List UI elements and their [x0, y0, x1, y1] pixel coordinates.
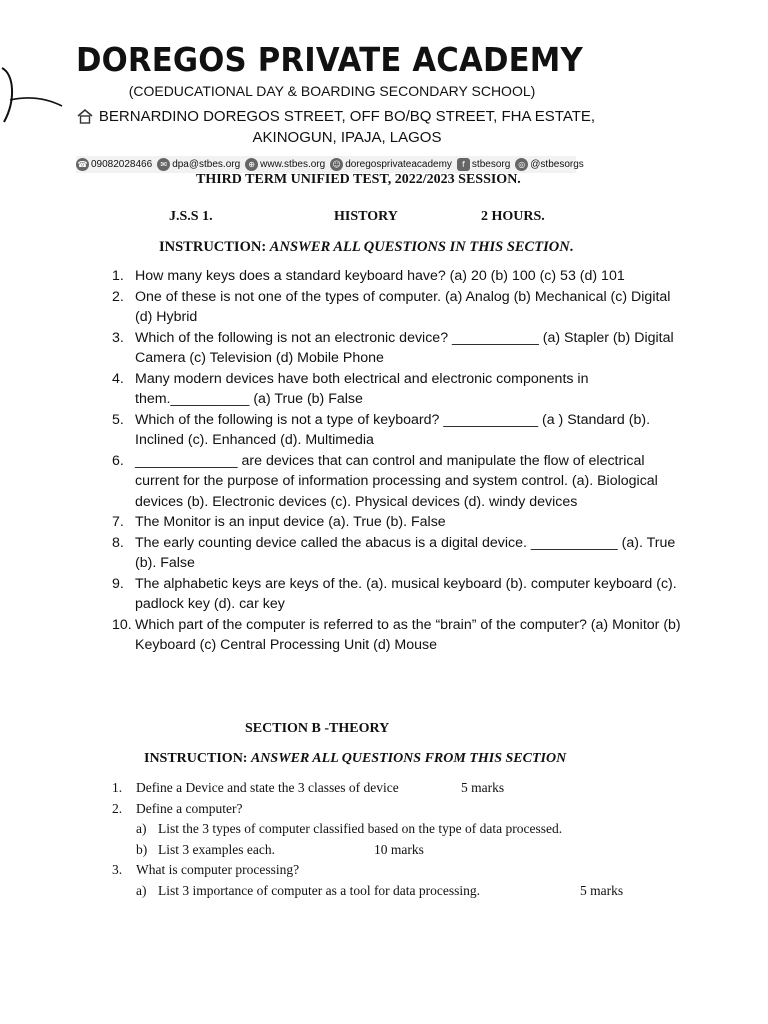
- question-item: [106, 615, 686, 656]
- question-item: [106, 512, 686, 533]
- contact-bar: [76, 156, 584, 173]
- exam-duration: 2 HOURS.: [481, 209, 545, 224]
- question-number: 6.: [112, 452, 124, 469]
- theory-question: [112, 778, 672, 799]
- question-text: Define a computer?: [136, 800, 243, 816]
- school-name: DOREGOS PRIVATE ACADEMY: [76, 40, 583, 79]
- question-marks: 5 marks: [580, 882, 624, 898]
- question-text: Which part of the computer is referred to as the “brain” of the computer? (a) Monitor (b) Keyboard (c) Central Processing Unit (d) Mouse: [135, 616, 681, 653]
- question-item: [106, 328, 686, 369]
- question-number: 10.: [112, 616, 132, 633]
- question-text: Define a Device and state the 3 classes of device: [136, 780, 399, 795]
- question-number: 7.: [112, 514, 124, 530]
- school-type: (COEDUCATIONAL DAY & BOARDING SECONDARY SCHOOL): [128, 83, 536, 99]
- contact-phone: [76, 158, 152, 171]
- section-a-questions: [106, 266, 686, 656]
- question-text: What is computer processing?: [136, 862, 300, 878]
- question-number: 3.: [112, 329, 124, 346]
- question-item: [106, 574, 686, 615]
- question-number: 9.: [112, 575, 124, 592]
- house-icon: [76, 107, 94, 125]
- contact-text: @stbesorgs: [530, 159, 584, 170]
- instruction-text: ANSWER ALL QUESTIONS IN THIS SECTION: [269, 239, 570, 255]
- question-item: [106, 451, 686, 513]
- question-item: [106, 287, 686, 328]
- question-number: 5.: [112, 411, 124, 428]
- instruction-text: ANSWER ALL QUESTIONS FROM THIS SECTION: [250, 751, 567, 766]
- question-item: [106, 369, 686, 410]
- subquestion-letter: b): [136, 841, 148, 857]
- question-marks: 10 marks: [374, 841, 424, 857]
- question-number: 2.: [112, 800, 123, 816]
- instruction-label: INSTRUCTION:: [144, 751, 248, 766]
- question-item: [106, 266, 686, 287]
- instruction-label: INSTRUCTION:: [159, 239, 267, 255]
- question-number: 2.: [112, 288, 124, 305]
- facebook-icon: f: [457, 158, 470, 171]
- contact-text: www.stbes.org: [260, 159, 326, 170]
- question-text: _____________ are devices that can control and manipulate the flow of electrical current for the purpose of information processing and system control. (a). Biological devices (b). Electronic devices (c). Physical devices (d). windy devices: [135, 452, 658, 510]
- question-text: The Monitor is an input device (a). True (b). False: [135, 514, 446, 530]
- subquestion-letter: a): [136, 821, 147, 837]
- question-text: List 3 importance of computer as a tool for data processing.: [158, 882, 481, 898]
- question-text: The alphabetic keys are keys of the. (a). musical keyboard (b). computer keyboard (c). padlock key (d). car key: [135, 575, 677, 612]
- people-icon: ☺: [330, 158, 343, 171]
- question-number: 3.: [112, 862, 123, 878]
- school-logo-fragment: [0, 60, 70, 130]
- question-text: Which of the following is not an electronic device? ___________ (a) Stapler (b) Digital Camera (c) Television (d) Mobile Phone: [135, 329, 674, 366]
- section-b-heading: SECTION B -THEORY: [245, 721, 390, 736]
- section-a-instruction: [159, 239, 573, 256]
- question-number: 8.: [112, 534, 124, 551]
- question-number: 4.: [112, 370, 124, 387]
- section-b-instruction: [144, 751, 566, 767]
- question-text: The early counting device called the abacus is a digital device. ___________ (a). True (b). False: [135, 534, 676, 571]
- contact-facebook: [457, 158, 510, 171]
- question-text: How many keys does a standard keyboard have? (a) 20 (b) 100 (c) 53 (d) 101: [135, 268, 625, 284]
- contact-text: dpa@stbes.org: [172, 159, 241, 170]
- exam-class: J.S.S 1.: [169, 209, 213, 224]
- question-text: Many modern devices have both electrical and electronic components in them.__________ (a) True (b) False: [135, 370, 589, 407]
- instruction-end: .: [569, 239, 574, 255]
- question-number: 1.: [112, 780, 123, 795]
- question-item: [106, 410, 686, 451]
- address-row: [76, 106, 596, 148]
- question-text: List 3 examples each.: [158, 841, 275, 857]
- contact-text: doregosprivateacademy: [345, 159, 452, 170]
- theory-subquestion: [112, 840, 672, 861]
- school-address: BERNARDINO DOREGOS STREET, OFF BO/BQ STREET, FHA ESTATE, AKINOGUN, IPAJA, LAGOS: [98, 108, 596, 146]
- subquestion-letter: a): [136, 882, 147, 898]
- contact-text: stbesorg: [471, 159, 511, 170]
- theory-question: [112, 799, 672, 820]
- theory-subquestion: [112, 819, 672, 840]
- question-marks: 5 marks: [461, 780, 505, 795]
- theory-subquestion: [112, 881, 672, 902]
- contact-text: 09082028466: [91, 159, 153, 170]
- question-text: One of these is not one of the types of computer. (a) Analog (b) Mechanical (c) Digital (d) Hybrid: [135, 288, 671, 325]
- section-b-questions: [112, 778, 672, 902]
- exam-title: THIRD TERM UNIFIED TEST, 2022/2023 SESSION.: [196, 172, 521, 187]
- contact-instagram: [515, 158, 584, 171]
- question-item: [106, 533, 686, 574]
- question-text: List the 3 types of computer classified based on the type of data processed.: [158, 821, 563, 837]
- email-icon: ✉: [157, 158, 170, 171]
- exam-subject: HISTORY: [334, 209, 398, 224]
- theory-question: [112, 860, 672, 881]
- contact-website: [245, 158, 325, 171]
- question-text: Which of the following is not a type of keyboard? ____________ (a ) Standard (b). Inclined (c). Enhanced (d). Multimedia: [135, 411, 651, 448]
- contact-email: [157, 158, 240, 171]
- school-header: [76, 40, 596, 173]
- instagram-icon: ◎: [515, 158, 528, 171]
- phone-icon: ☎: [77, 160, 88, 169]
- globe-icon: ⊕: [245, 158, 258, 171]
- contact-group: [330, 158, 452, 171]
- question-number: 1.: [112, 268, 124, 284]
